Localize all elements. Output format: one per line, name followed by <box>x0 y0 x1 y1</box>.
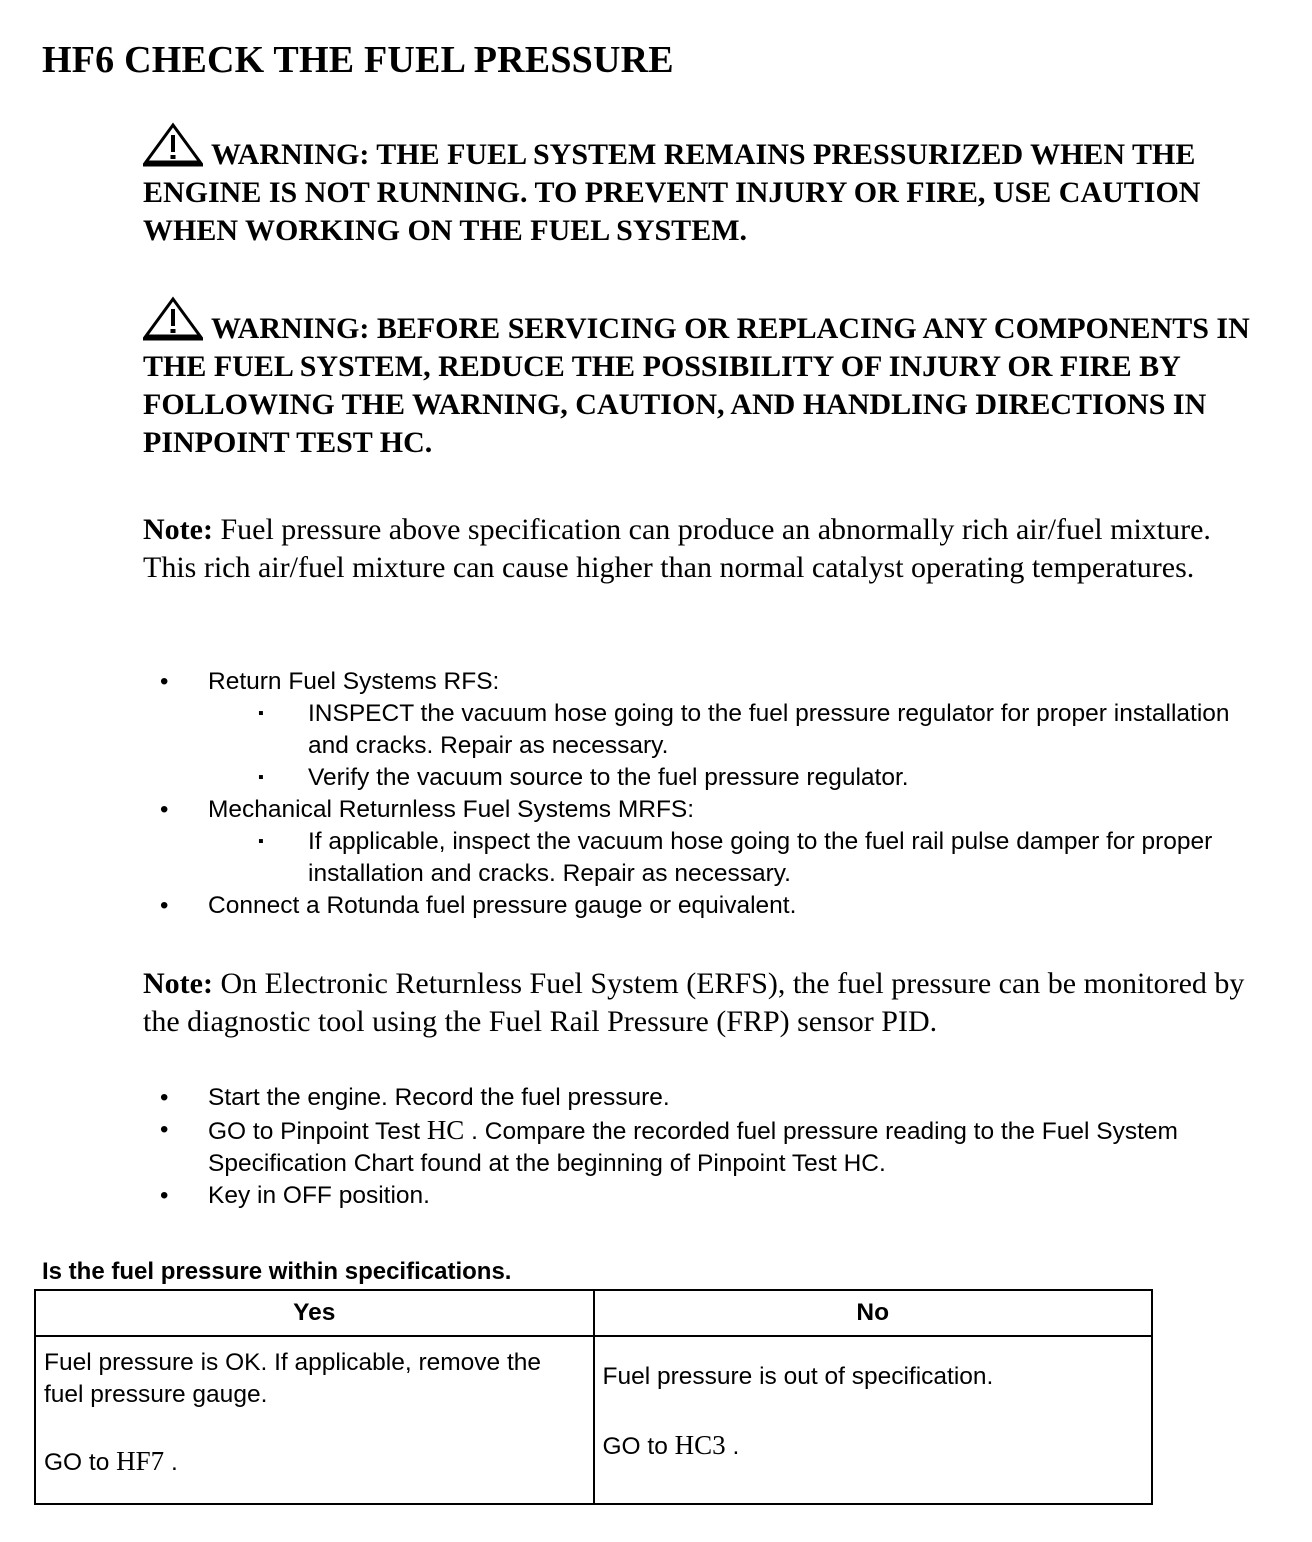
list-item: • Key in OFF position. <box>160 1180 1240 1212</box>
sub-list-item: ▪ Verify the vacuum source to the fuel pressure regulator. <box>208 762 1240 794</box>
result-table <box>34 1289 1153 1505</box>
list-item <box>160 1114 1240 1180</box>
question: Is the fuel pressure within specifications. <box>42 1258 512 1285</box>
list-item: • Connect a Rotunda fuel pressure gauge or equivalent. <box>160 890 1240 922</box>
warning-triangle-icon <box>143 296 203 342</box>
note-1 <box>143 511 1253 587</box>
page-title: HF6 CHECK THE FUEL PRESSURE <box>42 39 674 81</box>
list-item-text: Mechanical Returnless Fuel Systems MRFS: <box>208 796 695 823</box>
note-2-text: On Electronic Returnless Fuel System (ERFS), the fuel pressure can be monitored by the diagnostic tool using the Fuel Rail Pressure (FRP) sensor PID. <box>143 967 1245 1038</box>
sub-list-item: ▪ If applicable, inspect the vacuum hose going to the fuel rail pulse damper for proper installation and cracks. Repair as necessary. <box>208 826 1240 890</box>
goto-label: GO to <box>602 1433 675 1460</box>
yes-goto <box>44 1445 585 1479</box>
yes-text: Fuel pressure is OK. If applicable, remove the fuel pressure gauge. <box>44 1349 542 1408</box>
warning-triangle-icon <box>143 122 203 168</box>
goto-label: GO to <box>44 1449 117 1476</box>
warning-2 <box>143 296 1253 462</box>
no-goto <box>603 1429 1144 1463</box>
yes-header: Yes <box>35 1290 594 1336</box>
hf7-link[interactable]: HF7 <box>116 1446 165 1476</box>
pinpoint-test-hc-link[interactable]: HC <box>426 1115 465 1145</box>
note-2-label: Note: <box>143 967 213 1000</box>
list-item <box>160 794 1240 890</box>
yes-cell <box>35 1336 594 1504</box>
sub-list-item: ▪ INSPECT the vacuum hose going to the fuel pressure regulator for proper installation and cracks. Repair as necessary. <box>208 698 1240 762</box>
note-1-label: Note: <box>143 513 213 546</box>
goto-end: . <box>164 1449 178 1476</box>
no-text: Fuel pressure is out of specification. <box>602 1363 994 1390</box>
warning-1 <box>143 122 1253 250</box>
hc3-link[interactable]: HC3 <box>674 1430 726 1460</box>
note-1-text: Fuel pressure above specification can produce an abnormally rich air/fuel mixture. This rich air/fuel mixture can cause higher than normal catalyst operating temperatures. <box>143 513 1211 584</box>
list-item-text: GO to Pinpoint Test <box>208 1118 427 1145</box>
warning-2-text: WARNING: BEFORE SERVICING OR REPLACING ANY COMPONENTS IN THE FUEL SYSTEM, REDUCE THE POSSIBILITY OF INJURY OR FIRE BY FOLLOWING THE WARNING, CAUTION, AND HANDLING DIRECTIONS IN PINPOINT TEST HC. <box>143 312 1250 459</box>
warning-1-text: WARNING: THE FUEL SYSTEM REMAINS PRESSURIZED WHEN THE ENGINE IS NOT RUNNING. TO PREVENT INJURY OR FIRE, USE CAUTION WHEN WORKING ON THE FUEL SYSTEM. <box>143 138 1201 247</box>
no-header: No <box>594 1290 1153 1336</box>
sub-list <box>208 698 1240 794</box>
list-item <box>160 666 1240 794</box>
no-cell <box>594 1336 1153 1504</box>
list-item-text: . Compare the recorded fuel pressure reading to the Fuel System Specification Chart found at the beginning of Pinpoint Test HC. <box>208 1118 1178 1177</box>
goto-end: . <box>725 1433 740 1460</box>
procedure-list-2 <box>160 1082 1240 1212</box>
procedure-list-1 <box>160 666 1240 922</box>
list-item: • Start the engine. Record the fuel pressure. <box>160 1082 1240 1114</box>
note-2 <box>143 965 1253 1041</box>
list-item-text: Return Fuel Systems RFS: <box>208 668 500 695</box>
sub-list <box>208 826 1240 890</box>
